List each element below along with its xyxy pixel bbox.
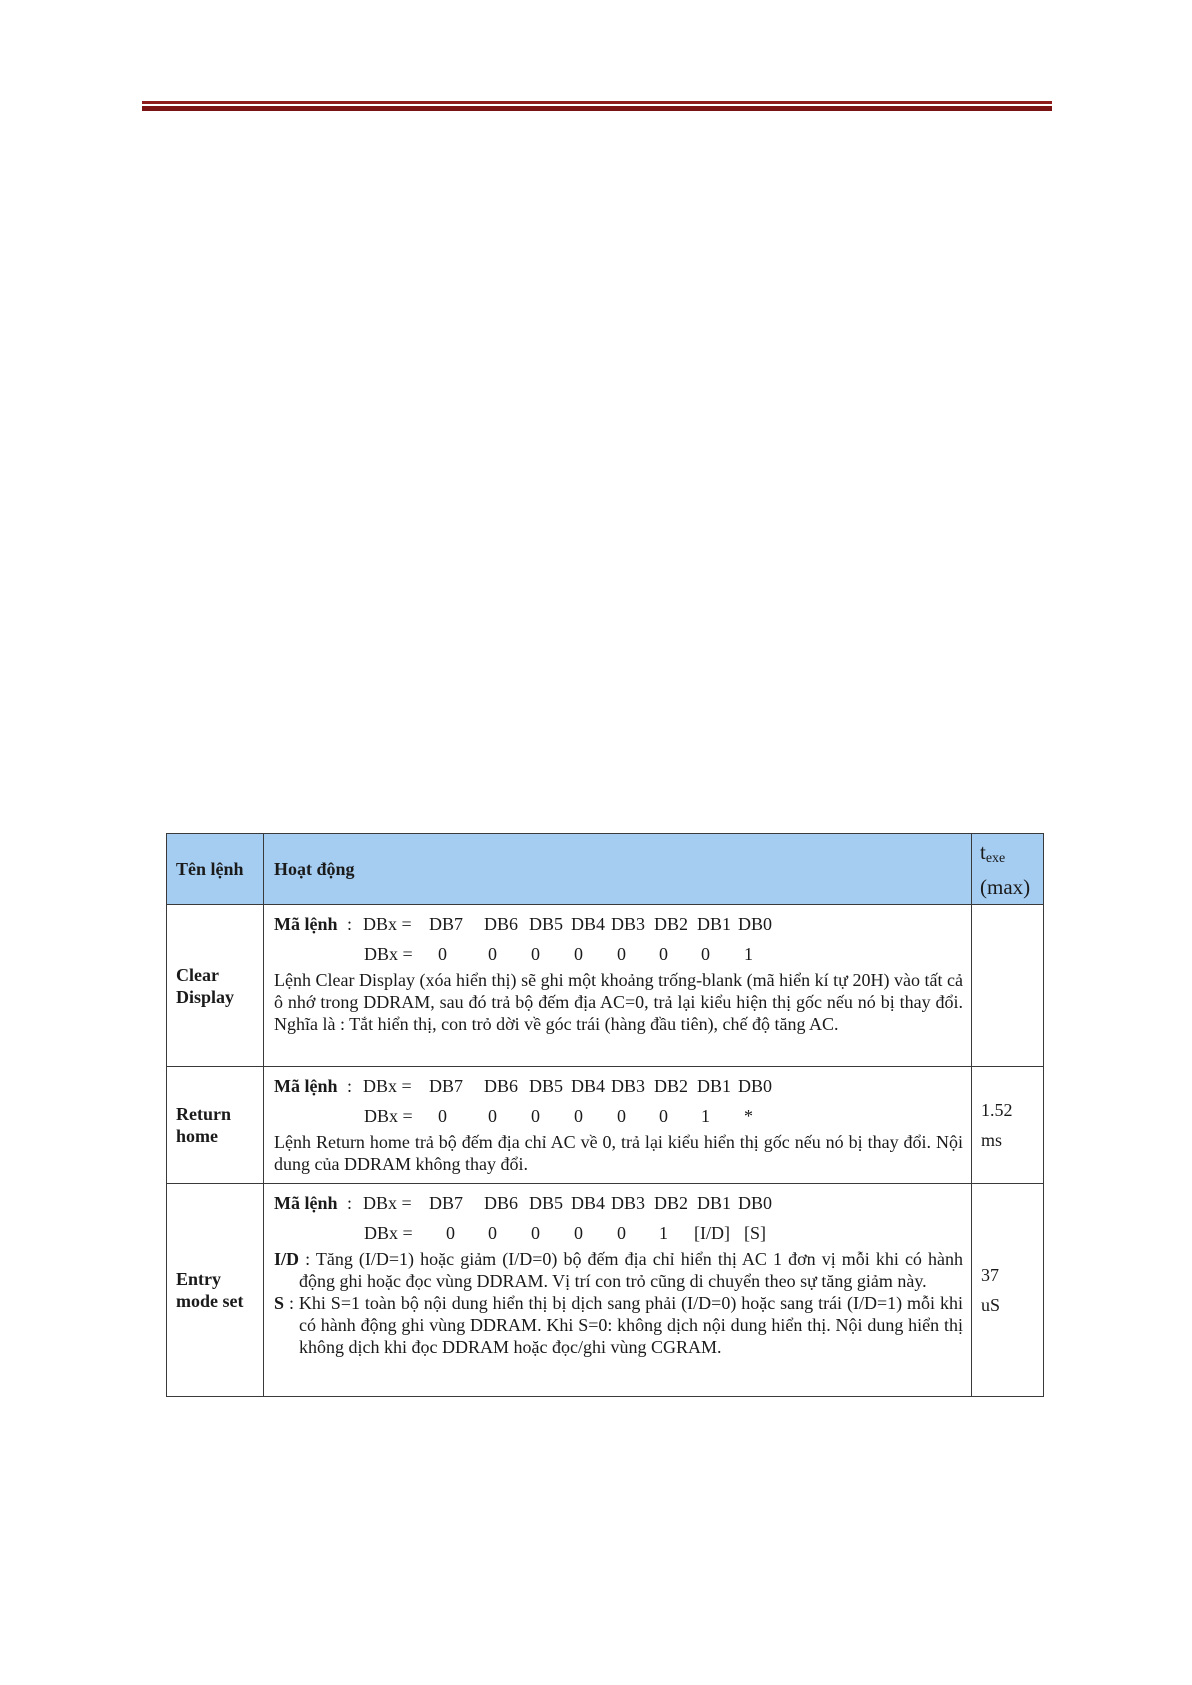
bit-value: 0 — [446, 1223, 455, 1243]
command-name: Clear Display — [167, 905, 264, 1067]
bit-name-db2: DB2 — [654, 1076, 689, 1096]
bit-value: 0 — [701, 944, 710, 964]
bit-value: 1 — [701, 1106, 710, 1126]
bit-name-db1: DB1 — [697, 1193, 732, 1213]
command-name: Entry mode set — [167, 1184, 264, 1397]
command-description: Lệnh Clear Display (xóa hiển thị) sẽ ghi một khoảng trống-blank (mã hiển kí tự 20H) vào tất cả ô nhớ trong DDRAM, sau đó trả bộ đếm địa AC=0, trả lại kiểu hiện thị gốc nếu nó bị thay đổi. Nghĩa là : Tắt hiển thị, con trỏ dời về góc trái (hàng đầu tiên), chế độ tăng AC. — [274, 970, 963, 1034]
bit-name-db1: DB1 — [697, 914, 732, 934]
opcode-block — [274, 1073, 963, 1131]
header-time-max: (max) — [980, 874, 1031, 899]
bit-value: 0 — [488, 1223, 497, 1243]
param-s-description — [274, 1292, 963, 1358]
bit-name-db0: DB0 — [738, 1193, 773, 1213]
header-rule-bottom — [142, 106, 1052, 111]
exec-time-cell — [972, 905, 1044, 1067]
bit-name-db7: DB7 — [429, 1076, 464, 1096]
bit-value: 0 — [617, 1223, 626, 1243]
bit-value: 1 — [744, 944, 753, 964]
dbx-value-label: DBx = — [364, 1223, 413, 1243]
bit-value: 0 — [659, 944, 668, 964]
bit-name-db5: DB5 — [529, 1193, 564, 1213]
bit-value: 0 — [617, 1106, 626, 1126]
param-key: I/D — [274, 1249, 300, 1269]
bit-name-db4: DB4 — [571, 1076, 606, 1096]
operation-cell — [264, 905, 972, 1067]
bit-value: 0 — [574, 1223, 583, 1243]
param-text: : Tăng (I/D=1) hoặc giảm (I/D=0) bộ đếm địa chỉ hiển thị AC 1 đơn vị mỗi khi có hành động ghi hoặc đọc vùng DDRAM. Vị trí con trỏ cũng di chuyển theo sự tăng giảm này. — [299, 1249, 963, 1291]
bit-value: 0 — [438, 1106, 447, 1126]
bit-value: * — [744, 1106, 753, 1126]
exec-time-cell — [972, 1184, 1044, 1397]
bit-name-db3: DB3 — [611, 914, 646, 934]
bit-value: 0 — [531, 944, 540, 964]
bit-name-db7: DB7 — [429, 1193, 464, 1213]
opcode-colon: : — [347, 914, 353, 934]
bit-value: 0 — [617, 944, 626, 964]
exec-time-unit: uS — [981, 1295, 1001, 1315]
opcode-label: Mã lệnh — [274, 1076, 338, 1096]
header-time-subscript: exe — [985, 850, 1006, 866]
dbx-value-label: DBx = — [364, 1106, 413, 1126]
header-exec-time — [972, 834, 1044, 905]
bit-name-db2: DB2 — [654, 1193, 689, 1213]
bit-value: 0 — [488, 944, 497, 964]
bit-value: 0 — [488, 1106, 497, 1126]
dbx-value-label: DBx = — [364, 944, 413, 964]
dbx-label: DBx = — [363, 1076, 412, 1096]
instruction-table — [166, 833, 1044, 1397]
param-id-description — [274, 1248, 963, 1292]
header-rule-top — [142, 101, 1052, 104]
operation-cell — [264, 1184, 972, 1397]
table-row-return-home — [167, 1067, 1044, 1184]
opcode-label: Mã lệnh — [274, 1193, 338, 1213]
opcode-colon: : — [347, 1193, 353, 1213]
bit-name-db4: DB4 — [571, 914, 606, 934]
exec-time-value: 37 — [981, 1265, 999, 1285]
bit-name-db3: DB3 — [611, 1076, 646, 1096]
header-operation: Hoạt động — [264, 834, 972, 905]
table-row-entry-mode-set — [167, 1184, 1044, 1397]
exec-time-value: 1.52 — [981, 1100, 1013, 1120]
bit-name-db6: DB6 — [484, 1193, 519, 1213]
bit-value: 0 — [659, 1106, 668, 1126]
bit-name-db3: DB3 — [611, 1193, 646, 1213]
opcode-block — [274, 911, 963, 969]
param-text: : Khi S=1 toàn bộ nội dung hiển thị bị dịch sang phải (I/D=0) hoặc sang trái (I/D=1) mỗi khi có hành động ghi vùng DDRAM. Khi S=0: không dịch nội dung hiển thị. Nội dung hiển thị không dịch khi đọc DDRAM hoặc đọc/ghi vùng CGRAM. — [284, 1293, 963, 1357]
bit-name-db1: DB1 — [697, 1076, 732, 1096]
bit-value: [I/D] — [694, 1223, 730, 1243]
opcode-label: Mã lệnh — [274, 914, 338, 934]
bit-value: 0 — [531, 1223, 540, 1243]
command-description: Lệnh Return home trả bộ đếm địa chỉ AC về 0, trả lại kiểu hiển thị gốc nếu nó bị thay đổi. Nội dung của DDRAM không thay đổi. — [274, 1132, 963, 1174]
opcode-colon: : — [347, 1076, 353, 1096]
bit-name-db7: DB7 — [429, 914, 464, 934]
bit-value: 0 — [531, 1106, 540, 1126]
bit-name-db0: DB0 — [738, 914, 773, 934]
bit-name-db5: DB5 — [529, 914, 564, 934]
table-header-row — [167, 834, 1044, 905]
bit-value: 0 — [574, 1106, 583, 1126]
header-command-name: Tên lệnh — [167, 834, 264, 905]
exec-time-cell — [972, 1067, 1044, 1184]
bit-value: 0 — [438, 944, 447, 964]
bit-name-db0: DB0 — [738, 1076, 773, 1096]
bit-name-db4: DB4 — [571, 1193, 606, 1213]
bit-name-db6: DB6 — [484, 1076, 519, 1096]
dbx-label: DBx = — [363, 1193, 412, 1213]
param-key: S — [274, 1293, 285, 1313]
bit-value: 1 — [659, 1223, 668, 1243]
bit-name-db5: DB5 — [529, 1076, 564, 1096]
opcode-block — [274, 1190, 963, 1248]
bit-value: 0 — [574, 944, 583, 964]
bit-value: [S] — [744, 1223, 766, 1243]
operation-cell — [264, 1067, 972, 1184]
bit-name-db2: DB2 — [654, 914, 689, 934]
header-time-symbol: t — [980, 839, 986, 864]
dbx-label: DBx = — [363, 914, 412, 934]
bit-name-db6: DB6 — [484, 914, 519, 934]
table-row-clear-display — [167, 905, 1044, 1067]
command-name: Return home — [167, 1067, 264, 1184]
exec-time-unit: ms — [981, 1130, 1003, 1150]
